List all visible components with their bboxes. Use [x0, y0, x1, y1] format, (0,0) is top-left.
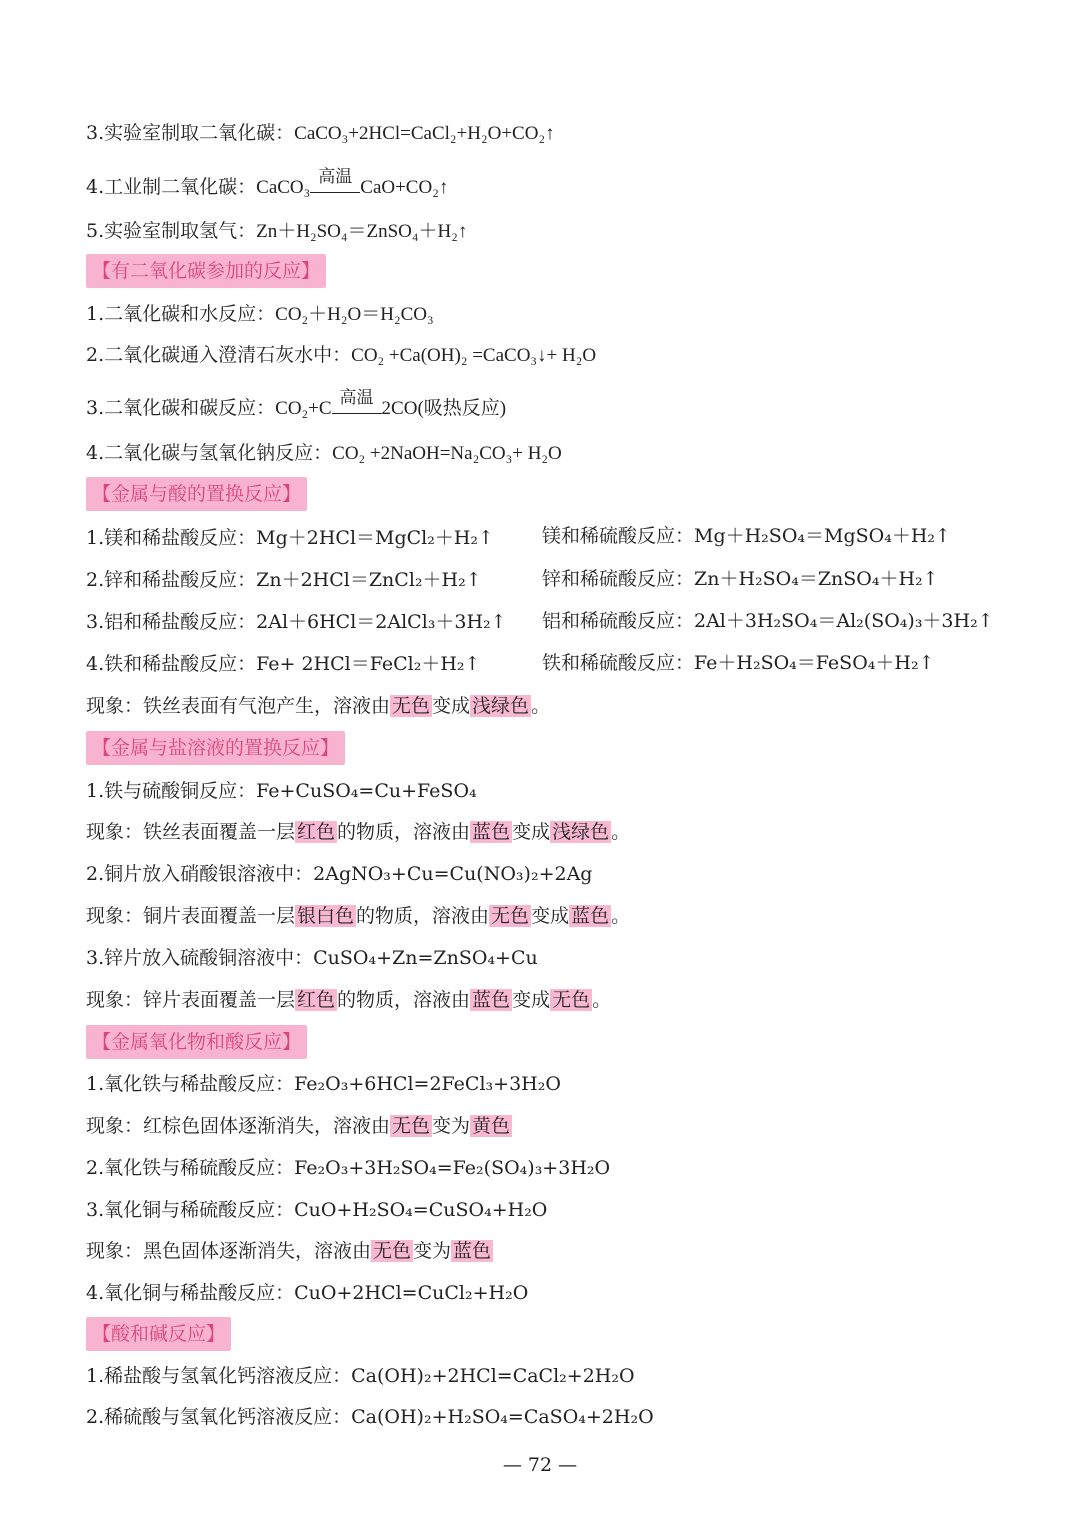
reaction-label: 2.二氧化碳通入澄清石灰水中： — [86, 344, 352, 366]
text: 变成 — [432, 695, 471, 717]
reaction-label: 1.二氧化碳和水反应： — [86, 303, 276, 325]
reaction-formula: CaCO₃+2HCl=CaCl₂+H₂O+CO₂↑ — [294, 123, 555, 144]
highlight: 浅绿色 — [472, 695, 530, 717]
highlight: 无色 — [392, 1115, 431, 1137]
page-number: — 72 — — [502, 1454, 578, 1476]
phenomenon-line — [86, 1238, 493, 1264]
highlight: 无色 — [373, 1240, 412, 1262]
reaction-formula: CO₂ +Ca(OH)₂ =CaCO₃↓+ H₂O — [351, 345, 597, 366]
highlight: 红色 — [297, 989, 336, 1011]
text: 现象：铁丝表面有气泡产生，溶液由 — [86, 695, 391, 717]
reaction-line — [86, 342, 596, 369]
highlight: 蓝色 — [472, 821, 511, 843]
reaction-line: 1.氧化铁与稀盐酸反应：Fe₂O₃+6HCl=2FeCl₃+3H₂O — [86, 1073, 561, 1095]
highlight: 无色 — [392, 695, 431, 717]
highlight: 银白色 — [297, 905, 355, 927]
reaction-line: 镁和稀硫酸反应：Mg＋H₂SO₄＝MgSO₄＋H₂↑ — [542, 525, 951, 547]
reaction-line: 1.铁与硫酸铜反应：Fe+CuSO₄=Cu+FeSO₄ — [86, 780, 477, 802]
reaction-formula: Zn＋H₂SO₄＝ZnSO₄＋H₂↑ — [256, 221, 468, 242]
condition-text: 高温 — [339, 388, 374, 408]
text: 。 — [611, 821, 631, 843]
text: 变为 — [413, 1240, 452, 1262]
text: 现象：红棕色固体逐渐消失，溶液由 — [86, 1115, 391, 1137]
reaction-line: 2.锌和稀盐酸反应：Zn＋2HCl＝ZnCl₂＋H₂↑ — [86, 569, 482, 591]
reaction-line: 2.氧化铁与稀硫酸反应：Fe₂O₃+3H₂SO₄=Fe₂(SO₄)₃+3H₂O — [86, 1157, 611, 1179]
text: 变成 — [512, 989, 551, 1011]
highlight: 红色 — [297, 821, 336, 843]
highlight: 蓝色 — [571, 905, 610, 927]
phenomenon-line — [86, 1113, 512, 1139]
reaction-label: 4.二氧化碳与氢氧化钠反应： — [86, 442, 333, 464]
reaction-label: 3.实验室制取二氧化碳： — [86, 122, 295, 144]
section-header: 【金属与盐溶液的置换反应】 — [86, 731, 345, 765]
reaction-line: 4.氧化铜与稀盐酸反应：CuO+2HCl=CuCl₂+H₂O — [86, 1282, 529, 1304]
reaction-line — [86, 388, 507, 422]
reaction-line: 3.氧化铜与稀硫酸反应：CuO+H₂SO₄=CuSO₄+H₂O — [86, 1199, 548, 1221]
text: 变为 — [432, 1115, 471, 1137]
reaction-label: 3.二氧化碳和碳反应： — [86, 397, 276, 419]
reaction-line: 铝和稀硫酸反应：2Al＋3H₂SO₄＝Al₂(SO₄)₃＋3H₂↑ — [542, 610, 994, 632]
reaction-label: 5.实验室制取氢气： — [86, 220, 257, 242]
highlight: 蓝色 — [453, 1240, 492, 1262]
reaction-line: 2.稀硫酸与氢氧化钙溶液反应：Ca(OH)₂+H₂SO₄=CaSO₄+2H₂O — [86, 1406, 654, 1428]
section-header: 【有二氧化碳参加的反应】 — [86, 254, 326, 288]
text: 的物质，溶液由 — [337, 821, 471, 843]
text: 现象：铁丝表面覆盖一层 — [86, 821, 296, 843]
phenomenon-line — [86, 903, 630, 929]
text: 现象：锌片表面覆盖一层 — [86, 989, 296, 1011]
reaction-formula: CO₂＋H₂O＝H₂CO₃ — [275, 304, 434, 325]
reaction-condition — [332, 388, 382, 414]
reactants: CaCO₃ — [256, 177, 311, 198]
reaction-line — [86, 440, 562, 467]
section-header: 【酸和碱反应】 — [86, 1317, 231, 1351]
text: 现象：黑色固体逐渐消失，溶液由 — [86, 1240, 372, 1262]
highlight: 无色 — [552, 989, 591, 1011]
reactants: CO₂+C — [275, 398, 332, 419]
section-header: 【金属与酸的置换反应】 — [86, 477, 307, 511]
reaction-formula: CO₂ +2NaOH=Na₂CO₃+ H₂O — [332, 443, 562, 464]
reaction-line: 1.稀盐酸与氢氧化钙溶液反应：Ca(OH)₂+2HCl=CaCl₂+2H₂O — [86, 1365, 635, 1387]
condition-text: 高温 — [318, 167, 353, 187]
reaction-line: 锌和稀硫酸反应：Zn＋H₂SO₄＝ZnSO₄＋H₂↑ — [542, 568, 939, 590]
reaction-line: 1.镁和稀盐酸反应：Mg＋2HCl＝MgCl₂＋H₂↑ — [86, 527, 494, 549]
phenomenon-line — [86, 819, 630, 845]
reaction-line — [86, 120, 555, 147]
highlight: 黄色 — [472, 1115, 511, 1137]
reaction-condition — [310, 167, 360, 193]
reaction-line: 4.铁和稀盐酸反应：Fe+ 2HCl＝FeCl₂＋H₂↑ — [86, 653, 481, 675]
text: 的物质，溶液由 — [356, 905, 490, 927]
text: 。 — [531, 695, 551, 717]
reaction-line — [86, 301, 434, 328]
text: 变成 — [512, 821, 551, 843]
reaction-line — [86, 218, 467, 245]
phenomenon-line — [86, 693, 550, 719]
highlight: 浅绿色 — [552, 821, 610, 843]
text: 的物质，溶液由 — [337, 989, 471, 1011]
products: CaO+CO₂↑ — [360, 177, 449, 198]
text: 变成 — [531, 905, 570, 927]
phenomenon-line — [86, 987, 611, 1013]
text: 。 — [592, 989, 612, 1011]
highlight: 蓝色 — [472, 989, 511, 1011]
reaction-line: 2.铜片放入硝酸银溶液中：2AgNO₃+Cu=Cu(NO₃)₂+2Ag — [86, 863, 593, 885]
text: 现象：铜片表面覆盖一层 — [86, 905, 296, 927]
products: 2CO(吸热反应) — [381, 398, 507, 419]
highlight: 无色 — [491, 905, 530, 927]
reaction-line: 3.铝和稀盐酸反应：2Al＋6HCl＝2AlCl₃＋3H₂↑ — [86, 611, 507, 633]
reaction-label: 4.工业制二氧化碳： — [86, 176, 257, 198]
section-header: 【金属氧化物和酸反应】 — [86, 1025, 307, 1059]
reaction-line — [86, 167, 449, 201]
reaction-line: 3.锌片放入硫酸铜溶液中：CuSO₄+Zn=ZnSO₄+Cu — [86, 947, 538, 969]
text: 。 — [611, 905, 631, 927]
reaction-line: 铁和稀硫酸反应：Fe＋H₂SO₄＝FeSO₄＋H₂↑ — [542, 652, 935, 674]
